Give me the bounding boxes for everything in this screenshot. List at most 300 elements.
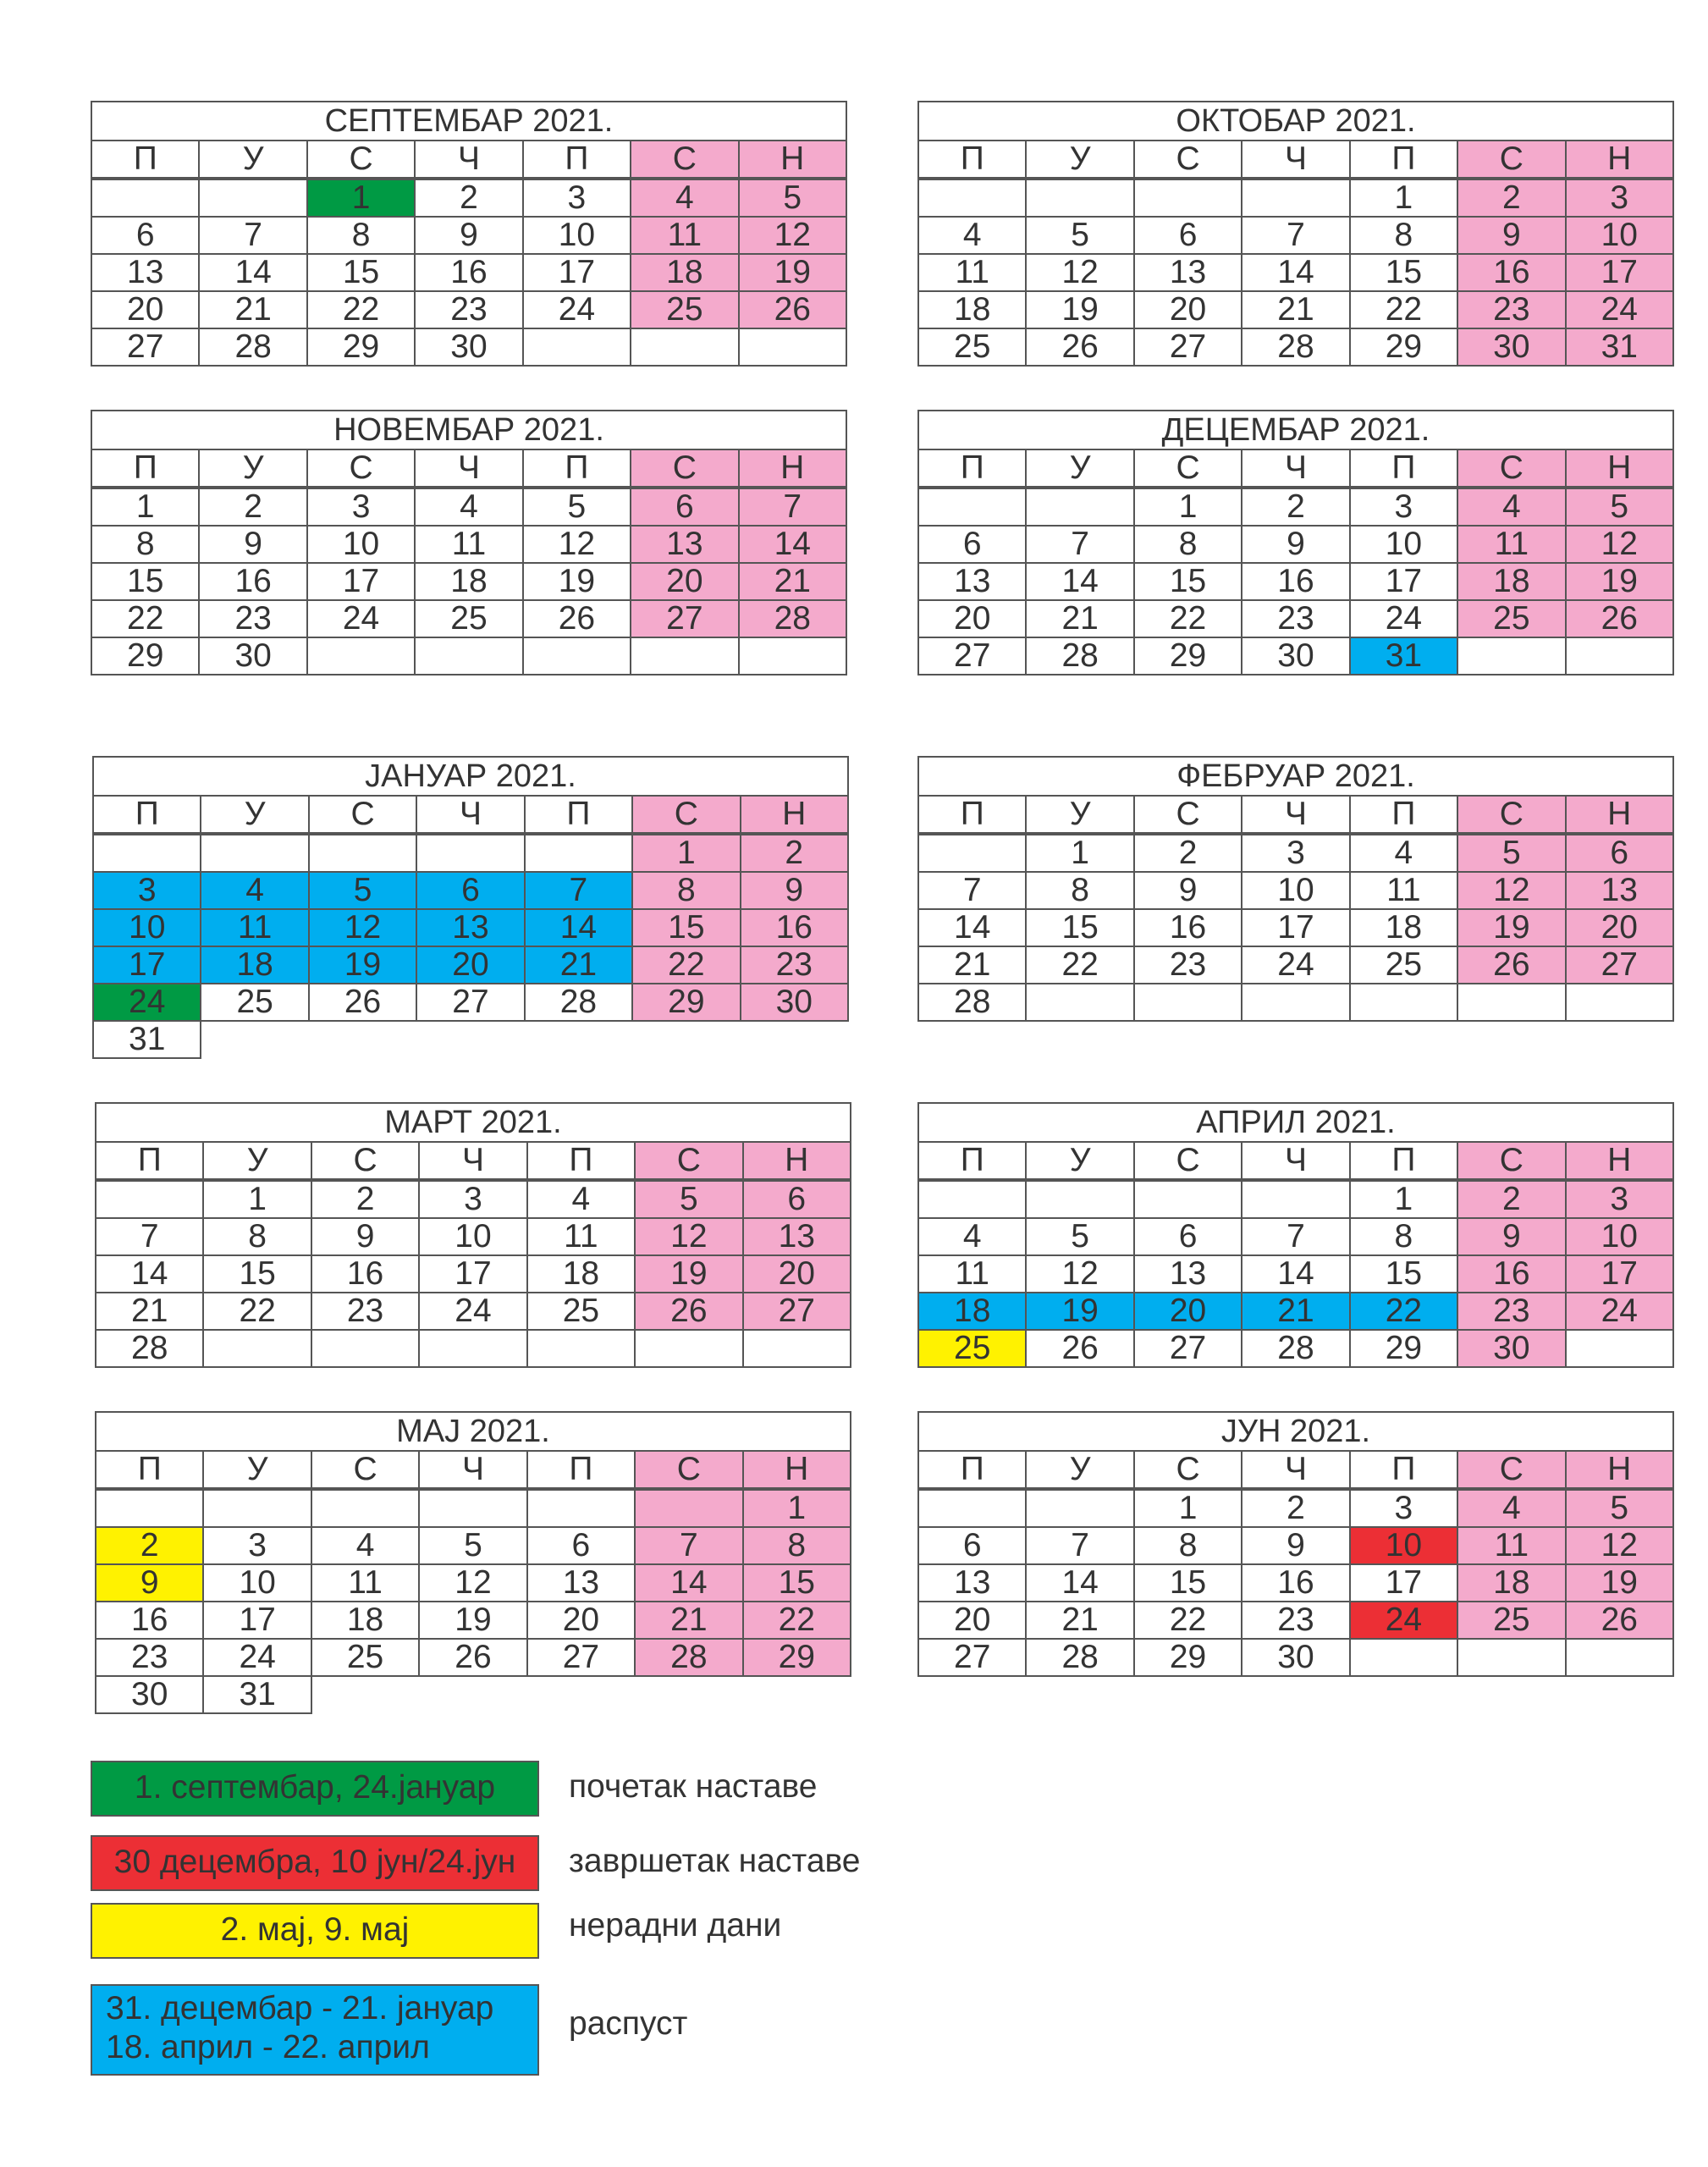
weekday-header: С	[632, 796, 740, 834]
day-cell: 11	[631, 217, 738, 254]
legend-holidays-box	[91, 1984, 539, 2076]
day-cell: 19	[1566, 1564, 1673, 1602]
day-cell: 29	[1134, 637, 1242, 675]
month-title: ОКТОБАР 2021.	[918, 102, 1673, 141]
weekday-header: П	[1350, 796, 1457, 834]
day-cell: 24	[203, 1639, 311, 1676]
day-cell: 14	[1026, 1564, 1133, 1602]
calendar-may	[95, 1411, 851, 1714]
day-cell: 24	[93, 984, 201, 1021]
day-cell: 18	[1457, 1564, 1565, 1602]
day-cell: 17	[523, 254, 631, 291]
empty-day-cell	[307, 637, 415, 675]
weekday-header: Ч	[1242, 1142, 1349, 1180]
day-cell: 28	[96, 1330, 203, 1367]
day-cell: 23	[741, 946, 848, 984]
empty-day-cell	[918, 1489, 1026, 1527]
day-cell: 1	[203, 1180, 311, 1218]
day-cell: 26	[635, 1293, 742, 1330]
day-cell: 7	[199, 217, 306, 254]
day-cell: 19	[309, 946, 416, 984]
empty-day-cell	[743, 1676, 851, 1713]
day-cell: 30	[1457, 1330, 1565, 1367]
empty-day-cell	[96, 1180, 203, 1218]
weekday-header: Н	[739, 449, 846, 488]
day-cell: 12	[1457, 872, 1565, 909]
weekday-header: П	[523, 449, 631, 488]
day-cell: 18	[201, 946, 308, 984]
day-cell: 9	[199, 526, 306, 563]
empty-day-cell	[1026, 1489, 1133, 1527]
calendar-february	[917, 756, 1674, 1022]
day-cell: 17	[203, 1602, 311, 1639]
day-cell: 4	[201, 872, 308, 909]
day-cell: 3	[93, 872, 201, 909]
day-cell: 19	[739, 254, 846, 291]
day-cell: 7	[525, 872, 632, 909]
weekday-header: Н	[743, 1451, 851, 1489]
empty-day-cell	[419, 1330, 526, 1367]
day-cell: 7	[1242, 217, 1349, 254]
weekday-header: П	[918, 1451, 1026, 1489]
empty-day-cell	[311, 1676, 419, 1713]
day-cell: 28	[199, 328, 306, 366]
day-cell: 10	[523, 217, 631, 254]
weekday-header: Н	[739, 141, 846, 179]
day-cell: 20	[91, 291, 199, 328]
empty-day-cell	[1566, 637, 1673, 675]
day-cell: 2	[1242, 1489, 1349, 1527]
day-cell: 1	[1026, 834, 1133, 872]
empty-day-cell	[415, 637, 522, 675]
day-cell: 4	[918, 1218, 1026, 1255]
day-cell: 10	[203, 1564, 311, 1602]
day-cell: 3	[419, 1180, 526, 1218]
day-cell: 14	[1026, 563, 1133, 600]
weekday-header: У	[201, 796, 308, 834]
calendar-november	[91, 410, 847, 675]
day-cell: 3	[1566, 179, 1673, 217]
day-cell: 15	[307, 254, 415, 291]
day-cell: 6	[918, 526, 1026, 563]
day-cell: 17	[1566, 254, 1673, 291]
day-cell: 17	[1566, 1255, 1673, 1293]
day-cell: 4	[311, 1527, 419, 1564]
day-cell: 5	[419, 1527, 526, 1564]
empty-day-cell	[419, 1676, 526, 1713]
weekday-header: П	[918, 449, 1026, 488]
day-cell: 26	[739, 291, 846, 328]
day-cell: 16	[311, 1255, 419, 1293]
day-cell: 15	[1350, 254, 1457, 291]
empty-day-cell	[1026, 1180, 1133, 1218]
month-title: АПРИЛ 2021.	[918, 1103, 1673, 1142]
weekday-header: П	[527, 1451, 635, 1489]
day-cell: 12	[1566, 1527, 1673, 1564]
day-cell: 1	[1350, 1180, 1457, 1218]
day-cell: 1	[743, 1489, 851, 1527]
calendar-march	[95, 1102, 851, 1368]
day-cell: 10	[1566, 217, 1673, 254]
day-cell: 25	[1457, 1602, 1565, 1639]
empty-day-cell	[523, 328, 631, 366]
day-cell: 21	[96, 1293, 203, 1330]
weekday-header: П	[1350, 1451, 1457, 1489]
day-cell: 9	[1242, 526, 1349, 563]
day-cell: 27	[416, 984, 524, 1021]
day-cell: 21	[739, 563, 846, 600]
day-cell: 22	[1026, 946, 1133, 984]
day-cell: 7	[1242, 1218, 1349, 1255]
day-cell: 14	[96, 1255, 203, 1293]
day-cell: 16	[1242, 563, 1349, 600]
day-cell: 24	[1566, 1293, 1673, 1330]
day-cell: 13	[91, 254, 199, 291]
empty-day-cell	[525, 1021, 632, 1058]
weekday-header: П	[91, 449, 199, 488]
day-cell: 20	[1134, 291, 1242, 328]
day-cell: 8	[743, 1527, 851, 1564]
day-cell: 2	[96, 1527, 203, 1564]
day-cell: 19	[1566, 563, 1673, 600]
weekday-header: П	[96, 1451, 203, 1489]
day-cell: 11	[311, 1564, 419, 1602]
day-cell: 9	[741, 872, 848, 909]
day-cell: 8	[1350, 1218, 1457, 1255]
empty-day-cell	[741, 1021, 848, 1058]
empty-day-cell	[918, 488, 1026, 526]
day-cell: 24	[1242, 946, 1349, 984]
legend-start-of-classes-label: почетак наставе	[569, 1768, 818, 1805]
weekday-header: П	[527, 1142, 635, 1180]
day-cell: 28	[918, 984, 1026, 1021]
calendar-april	[917, 1102, 1674, 1368]
day-cell: 25	[1457, 600, 1565, 637]
day-cell: 26	[419, 1639, 526, 1676]
empty-day-cell	[1566, 1330, 1673, 1367]
empty-day-cell	[1242, 1180, 1349, 1218]
day-cell: 30	[96, 1676, 203, 1713]
empty-day-cell	[91, 179, 199, 217]
day-cell: 1	[632, 834, 740, 872]
day-cell: 19	[635, 1255, 742, 1293]
legend-non-working-days-box	[91, 1903, 539, 1959]
day-cell: 3	[203, 1527, 311, 1564]
day-cell: 2	[311, 1180, 419, 1218]
weekday-header: П	[93, 796, 201, 834]
day-cell: 12	[309, 909, 416, 946]
empty-day-cell	[1566, 984, 1673, 1021]
day-cell: 14	[739, 526, 846, 563]
day-cell: 15	[1134, 1564, 1242, 1602]
day-cell: 6	[1134, 1218, 1242, 1255]
day-cell: 10	[419, 1218, 526, 1255]
empty-day-cell	[1242, 179, 1349, 217]
day-cell: 11	[415, 526, 522, 563]
day-cell: 7	[96, 1218, 203, 1255]
weekday-header: С	[631, 141, 738, 179]
weekday-header: Ч	[415, 141, 522, 179]
day-cell: 29	[307, 328, 415, 366]
day-cell: 13	[1134, 254, 1242, 291]
day-cell: 13	[918, 1564, 1026, 1602]
day-cell: 13	[631, 526, 738, 563]
weekday-header: У	[1026, 1142, 1133, 1180]
day-cell: 14	[635, 1564, 742, 1602]
day-cell: 1	[1350, 179, 1457, 217]
day-cell: 2	[741, 834, 848, 872]
empty-day-cell	[311, 1489, 419, 1527]
empty-day-cell	[203, 1489, 311, 1527]
weekday-header: У	[1026, 1451, 1133, 1489]
day-cell: 18	[1457, 563, 1565, 600]
day-cell: 16	[1457, 1255, 1565, 1293]
day-cell: 4	[631, 179, 738, 217]
day-cell: 22	[743, 1602, 851, 1639]
day-cell: 30	[741, 984, 848, 1021]
day-cell: 16	[415, 254, 522, 291]
day-cell: 18	[918, 291, 1026, 328]
day-cell: 6	[416, 872, 524, 909]
day-cell: 9	[1457, 217, 1565, 254]
weekday-header: П	[1350, 141, 1457, 179]
weekday-header: С	[1457, 141, 1565, 179]
weekday-header: Ч	[419, 1451, 526, 1489]
day-cell: 22	[203, 1293, 311, 1330]
day-cell: 18	[631, 254, 738, 291]
day-cell: 4	[1350, 834, 1457, 872]
day-cell: 2	[415, 179, 522, 217]
day-cell: 9	[415, 217, 522, 254]
day-cell: 23	[1134, 946, 1242, 984]
day-cell: 16	[199, 563, 306, 600]
weekday-header: У	[1026, 141, 1133, 179]
weekday-header: С	[631, 449, 738, 488]
day-cell: 10	[93, 909, 201, 946]
empty-day-cell	[527, 1676, 635, 1713]
day-cell: 21	[1242, 1293, 1349, 1330]
empty-day-cell	[635, 1330, 742, 1367]
weekday-header: П	[523, 141, 631, 179]
empty-day-cell	[525, 834, 632, 872]
empty-day-cell	[1566, 1639, 1673, 1676]
day-cell: 12	[523, 526, 631, 563]
day-cell: 6	[918, 1527, 1026, 1564]
day-cell: 27	[1566, 946, 1673, 984]
day-cell: 22	[307, 291, 415, 328]
weekday-header: У	[1026, 796, 1133, 834]
day-cell: 4	[415, 488, 522, 526]
weekday-header: Ч	[1242, 141, 1349, 179]
day-cell: 23	[311, 1293, 419, 1330]
empty-day-cell	[635, 1676, 742, 1713]
month-title: ЈУН 2021.	[918, 1412, 1673, 1451]
weekday-header: У	[203, 1142, 311, 1180]
weekday-header: П	[1350, 1142, 1457, 1180]
weekday-header: Ч	[416, 796, 524, 834]
day-cell: 22	[91, 600, 199, 637]
day-cell: 25	[631, 291, 738, 328]
weekday-header: С	[1134, 1451, 1242, 1489]
empty-day-cell	[93, 834, 201, 872]
day-cell: 8	[1350, 217, 1457, 254]
day-cell: 12	[635, 1218, 742, 1255]
day-cell: 5	[523, 488, 631, 526]
empty-day-cell	[1134, 984, 1242, 1021]
day-cell: 4	[1457, 488, 1565, 526]
day-cell: 3	[523, 179, 631, 217]
empty-day-cell	[1026, 488, 1133, 526]
day-cell: 26	[1566, 1602, 1673, 1639]
empty-day-cell	[632, 1021, 740, 1058]
day-cell: 20	[1134, 1293, 1242, 1330]
day-cell: 5	[309, 872, 416, 909]
day-cell: 13	[1134, 1255, 1242, 1293]
day-cell: 23	[199, 600, 306, 637]
day-cell: 17	[307, 563, 415, 600]
day-cell: 23	[1242, 1602, 1349, 1639]
empty-day-cell	[635, 1489, 742, 1527]
day-cell: 17	[93, 946, 201, 984]
day-cell: 14	[525, 909, 632, 946]
day-cell: 4	[527, 1180, 635, 1218]
day-cell: 8	[1026, 872, 1133, 909]
empty-day-cell	[743, 1330, 851, 1367]
weekday-header: С	[1134, 141, 1242, 179]
empty-day-cell	[1457, 984, 1565, 1021]
day-cell: 18	[311, 1602, 419, 1639]
empty-day-cell	[1457, 1639, 1565, 1676]
day-cell: 27	[631, 600, 738, 637]
month-title: СЕПТЕМБАР 2021.	[91, 102, 846, 141]
day-cell: 14	[1242, 1255, 1349, 1293]
day-cell: 16	[96, 1602, 203, 1639]
empty-day-cell	[1350, 1639, 1457, 1676]
day-cell: 28	[1026, 637, 1133, 675]
day-cell: 7	[1026, 1527, 1133, 1564]
day-cell: 28	[1026, 1639, 1133, 1676]
weekday-header: С	[309, 796, 416, 834]
day-cell: 12	[1566, 526, 1673, 563]
day-cell: 5	[635, 1180, 742, 1218]
day-cell: 3	[1242, 834, 1349, 872]
month-title: ФЕБРУАР 2021.	[918, 757, 1673, 796]
day-cell: 27	[91, 328, 199, 366]
day-cell: 30	[1457, 328, 1565, 366]
day-cell: 11	[1350, 872, 1457, 909]
day-cell: 24	[1566, 291, 1673, 328]
day-cell: 27	[527, 1639, 635, 1676]
day-cell: 27	[918, 1639, 1026, 1676]
day-cell: 14	[1242, 254, 1349, 291]
day-cell: 20	[416, 946, 524, 984]
weekday-header: П	[918, 796, 1026, 834]
empty-day-cell	[201, 1021, 308, 1058]
day-cell: 22	[632, 946, 740, 984]
weekday-header: С	[1134, 1142, 1242, 1180]
day-cell: 25	[527, 1293, 635, 1330]
month-title: ДЕЦЕМБАР 2021.	[918, 411, 1673, 449]
weekday-header: Ч	[1242, 1451, 1349, 1489]
weekday-header: С	[1134, 449, 1242, 488]
day-cell: 15	[203, 1255, 311, 1293]
weekday-header: П	[96, 1142, 203, 1180]
day-cell: 13	[527, 1564, 635, 1602]
weekday-header: Ч	[1242, 796, 1349, 834]
day-cell: 26	[1457, 946, 1565, 984]
month-title: МАЈ 2021.	[96, 1412, 851, 1451]
day-cell: 23	[1457, 291, 1565, 328]
day-cell: 20	[1566, 909, 1673, 946]
day-cell: 11	[1457, 1527, 1565, 1564]
day-cell: 22	[1134, 600, 1242, 637]
day-cell: 16	[1457, 254, 1565, 291]
empty-day-cell	[419, 1489, 526, 1527]
empty-day-cell	[739, 328, 846, 366]
day-cell: 27	[918, 637, 1026, 675]
day-cell: 6	[631, 488, 738, 526]
day-cell: 25	[1350, 946, 1457, 984]
day-cell: 2	[1457, 179, 1565, 217]
day-cell: 26	[309, 984, 416, 1021]
day-cell: 29	[91, 637, 199, 675]
day-cell: 31	[203, 1676, 311, 1713]
day-cell: 20	[631, 563, 738, 600]
weekday-header: Н	[1566, 1142, 1673, 1180]
weekday-header: С	[1134, 796, 1242, 834]
day-cell: 31	[1350, 637, 1457, 675]
calendar-january	[92, 756, 849, 1059]
day-cell: 6	[91, 217, 199, 254]
empty-day-cell	[631, 328, 738, 366]
legend-holidays-text-line-1: 31. децембар - 21. јануар	[106, 1990, 494, 2026]
day-cell: 15	[1350, 1255, 1457, 1293]
day-cell: 25	[415, 600, 522, 637]
day-cell: 19	[1026, 291, 1133, 328]
day-cell: 12	[419, 1564, 526, 1602]
empty-day-cell	[527, 1489, 635, 1527]
month-title: ЈАНУАР 2021.	[93, 757, 848, 796]
day-cell: 20	[527, 1602, 635, 1639]
day-cell: 8	[203, 1218, 311, 1255]
empty-day-cell	[631, 637, 738, 675]
day-cell: 26	[1026, 1330, 1133, 1367]
day-cell: 16	[1134, 909, 1242, 946]
day-cell: 24	[1350, 600, 1457, 637]
day-cell: 29	[1350, 1330, 1457, 1367]
day-cell: 9	[96, 1564, 203, 1602]
calendar-october	[917, 101, 1674, 367]
day-cell: 30	[1242, 1639, 1349, 1676]
day-cell: 11	[527, 1218, 635, 1255]
weekday-header: С	[307, 141, 415, 179]
weekday-header: У	[203, 1451, 311, 1489]
day-cell: 31	[1566, 328, 1673, 366]
day-cell: 19	[419, 1602, 526, 1639]
empty-day-cell	[203, 1330, 311, 1367]
day-cell: 2	[1242, 488, 1349, 526]
month-title: МАРТ 2021.	[96, 1103, 851, 1142]
empty-day-cell	[918, 1180, 1026, 1218]
day-cell: 9	[1242, 1527, 1349, 1564]
weekday-header: С	[1457, 796, 1565, 834]
day-cell: 15	[632, 909, 740, 946]
day-cell: 21	[1026, 600, 1133, 637]
day-cell: 1	[1134, 1489, 1242, 1527]
day-cell: 25	[918, 1330, 1026, 1367]
weekday-header: Н	[1566, 141, 1673, 179]
legend-end-of-classes-label: завршетак наставе	[569, 1843, 861, 1879]
